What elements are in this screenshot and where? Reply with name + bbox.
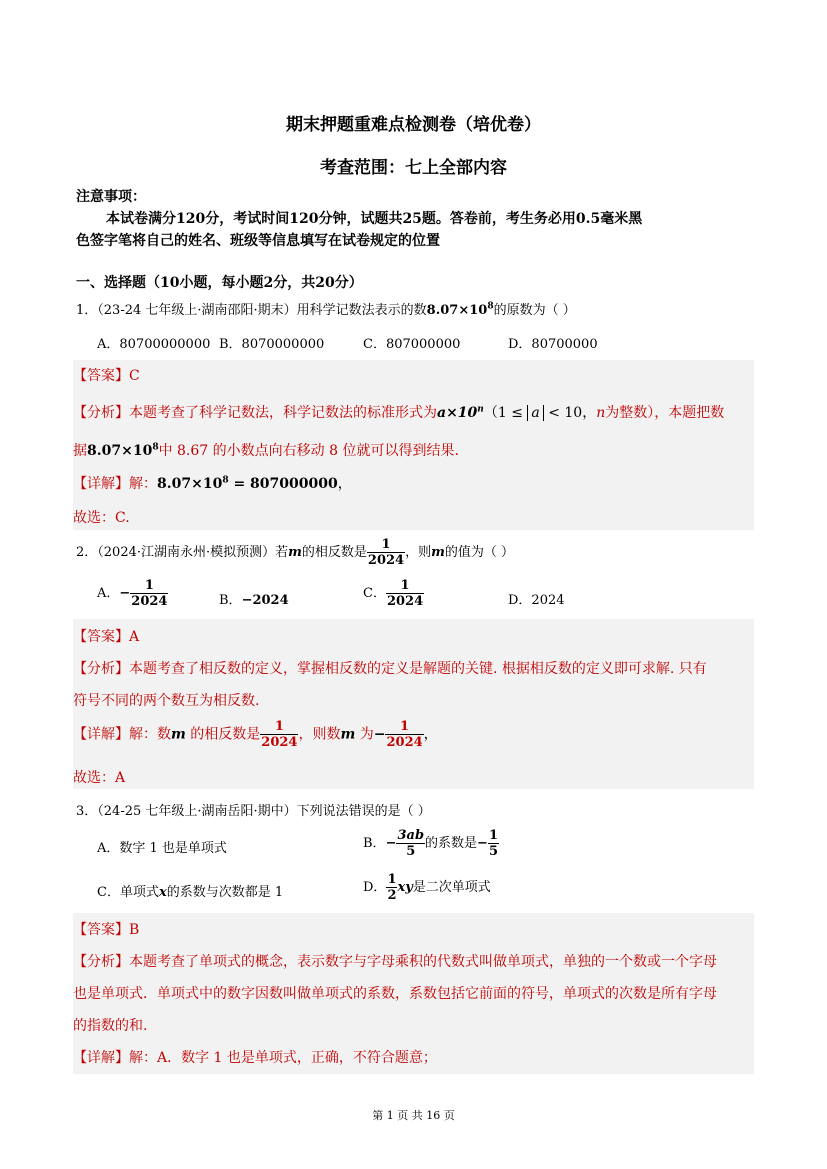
question-2-option-b: B．−2024	[219, 593, 289, 608]
question-2-option-a: A．− $\frac{1}{2024}$	[97, 578, 168, 609]
question-3-option-d: D． $\frac{1}{2}$ xy是二次单项式	[363, 872, 491, 903]
question-1-detail: 【详解】解：$8.07\times 10^8 = 807000000$，	[73, 475, 352, 492]
question-1-analysis-line-1: 【分析】本题考查了科学记数法，科学记数法的标准形式为$a\times 10^n(1 \le a < 10$，n为整数），本题把数	[73, 404, 725, 421]
question-2-analysis-line-1: 【分析】本题考查了相反数的定义，掌握相反数的定义是解题的关键. 根据相反数的定义即可求解. 只有	[73, 661, 707, 677]
question-3-detail: 【详解】解：A．数字 1 也是单项式，正确，不符合题意；	[73, 1050, 437, 1066]
question-1-analysis-line-2: 据$8.07\times 10^8$中 8.67 的小数点向右移动 8 位就可以得到结果.	[73, 442, 459, 459]
question-2-stem: 2．（2024·江湖南永州·模拟预测）若m的相反数是 $\frac{1}{2024}$ ，则m的值为（ ）	[76, 537, 515, 568]
question-1-stem: 1．（23-24 七年级上·湖南邵阳·期末）用科学记数法表示的数$8.07\times 10^8$的原数为（ ）	[76, 301, 576, 318]
question-2-analysis-line-2: 符号不同的两个数互为相反数.	[73, 693, 260, 709]
question-3-stem: 3．（24-25 七年级上·湖南岳阳·期中）下列说法错误的是（ ）	[76, 804, 431, 819]
question-3-option-b: B．− $\frac{3ab}{5}$ 的系数是− $\frac{1}{5}$	[363, 828, 498, 859]
notice-heading: 注意事项：	[76, 189, 146, 205]
question-1-option-c: C．807000000	[363, 337, 461, 352]
page-title: 期末押题重难点检测卷（培优卷）	[286, 115, 541, 135]
question-3-option-c: C．单项式x的系数与次数都是 1	[97, 885, 284, 900]
question-2-solution-box	[73, 619, 754, 789]
page-footer: 第 1 页 共 16 页	[372, 1109, 455, 1122]
page-subtitle: 考查范围：七上全部内容	[320, 158, 507, 178]
question-2-option-d: D．2024	[508, 593, 565, 608]
question-2-option-c: C． $\frac{1}{2024}$	[363, 578, 424, 609]
question-3-analysis-line-3: 的指数的和.	[73, 1018, 148, 1034]
notice-line-1: 本试卷满分120分，考试时间120分钟，试题共25题。答卷前，考生务必用0.5毫米黑	[106, 211, 643, 227]
question-2-detail: 【详解】解：数m 的相反数是 $\frac{1}{2024}$ ，则数m 为− $\frac{1}{2024}$ ，	[73, 719, 438, 750]
question-2-choose: 故选：A	[73, 770, 126, 786]
section-heading: 一、选择题（10小题，每小题2分，共20分）	[76, 275, 363, 291]
question-1-answer: 【答案】C	[73, 368, 140, 384]
question-1-option-d: D．80700000	[508, 337, 598, 352]
question-3-analysis-line-1: 【分析】本题考查了单项式的概念，表示数字与字母乘积的代数式叫做单项式，单独的一个数或一个字母	[73, 954, 717, 970]
question-3-solution-box	[73, 913, 754, 1074]
question-3-analysis-line-2: 也是单项式．单项式中的数字因数叫做单项式的系数，系数包括它前面的符号，单项式的次数是所有字母	[73, 986, 717, 1002]
question-1-solution-box	[73, 360, 754, 530]
question-1-option-a: A．80700000000	[97, 337, 211, 352]
question-2-answer: 【答案】A	[73, 629, 140, 645]
question-3-answer: 【答案】B	[73, 922, 140, 938]
question-1-option-b: B．8070000000	[219, 337, 325, 352]
notice-line-2: 色签字笔将自己的姓名、班级等信息填写在试卷规定的位置	[76, 233, 440, 249]
question-3-option-a: A．数字 1 也是单项式	[97, 841, 227, 856]
question-1-choose: 故选：C.	[73, 510, 130, 526]
